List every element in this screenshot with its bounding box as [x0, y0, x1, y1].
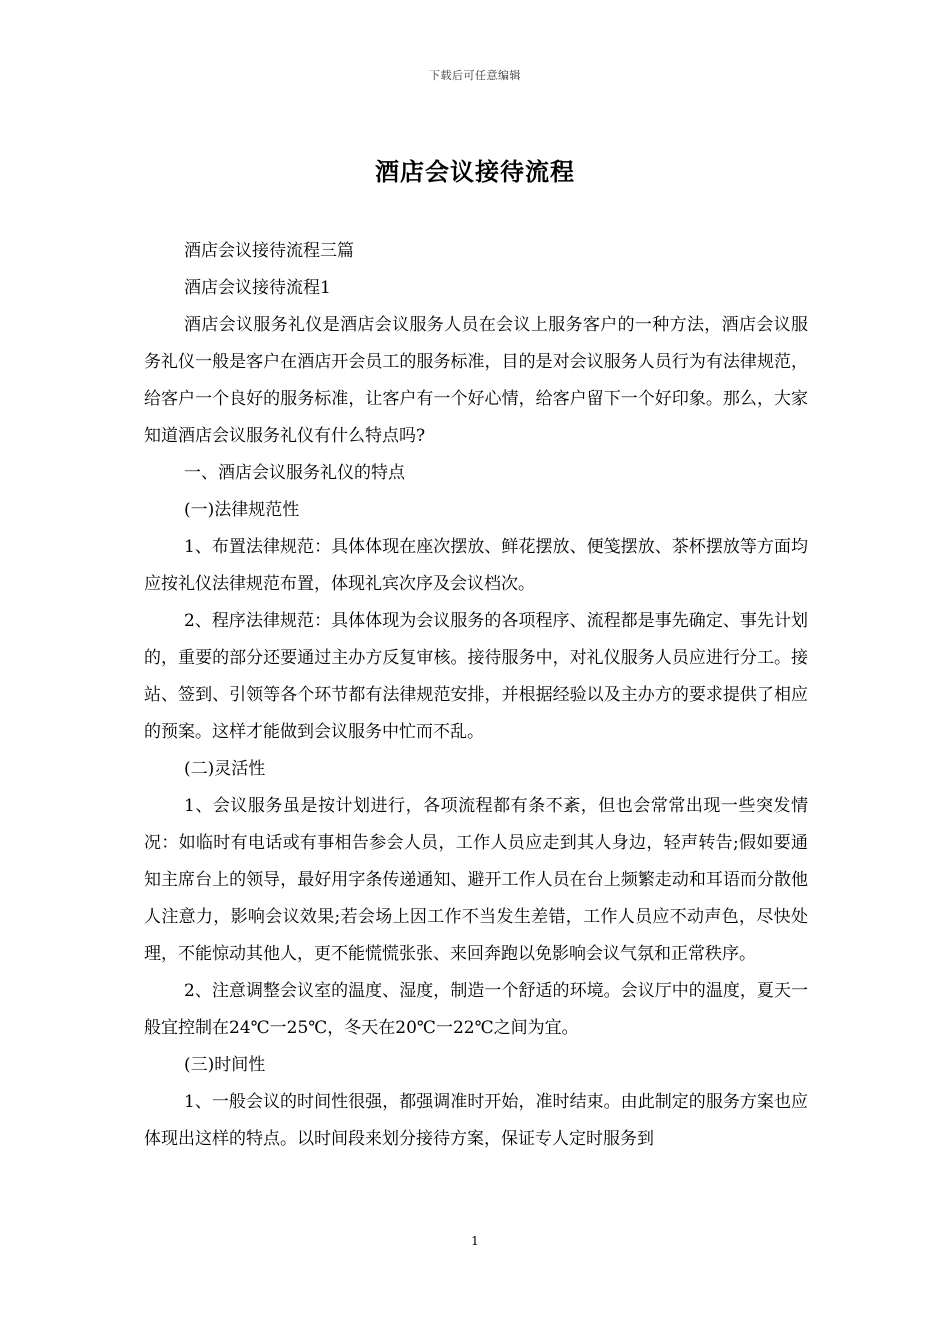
paragraph: (三)时间性	[184, 1055, 266, 1075]
paragraph: (二)灵活性	[184, 759, 266, 779]
paragraph: 1、布置法律规范：具体体现在座次摆放、鲜花摆放、便笺摆放、茶杯摆放等方面均应按礼仪法律规范布置，体现礼宾次序及会议档次。	[144, 537, 808, 594]
paragraph: 一、酒店会议服务礼仪的特点	[184, 463, 405, 483]
paragraph: 2、程序法律规范：具体体现为会议服务的各项程序、流程都是事先确定、事先计划的，重要的部分还要通过主办方反复审核。接待服务中，对礼仪服务人员应进行分工。接站、签到、引领等各个环节都有法律规范安排，并根据经验以及主办方的要求提供了相应的预案。这样才能做到会议服务中忙而不乱。	[144, 611, 808, 742]
document-title: 酒店会议接待流程	[375, 157, 575, 186]
header-note: 下载后可任意编辑	[429, 69, 521, 82]
page-number: 1	[471, 1234, 479, 1248]
paragraph: 酒店会议接待流程1	[184, 278, 331, 298]
paragraph: 2、注意调整会议室的温度、湿度，制造一个舒适的环境。会议厅中的温度，夏天一般宜控制在24℃一25℃，冬天在20℃一22℃之间为宜。	[144, 981, 808, 1038]
paragraph: 1、会议服务虽是按计划进行，各项流程都有条不紊，但也会常常出现一些突发情况：如临时有电话或有事相告参会人员，工作人员应走到其人身边，轻声转告;假如要通知主席台上的领导，最好用字条传递通知、避开工作人员在台上频繁走动和耳语而分散他人注意力，影响会议效果;若会场上因工作不当发生差错，工作人员应不动声色，尽快处理，不能惊动其他人，更不能慌慌张张、来回奔跑以免影响会议气氛和正常秩序。	[144, 796, 808, 964]
paragraph: 1、一般会议的时间性很强，都强调准时开始，准时结束。由此制定的服务方案也应体现出这样的特点。以时间段来划分接待方案，保证专人定时服务到	[144, 1092, 808, 1149]
paragraph: (一)法律规范性	[184, 500, 300, 520]
paragraph: 酒店会议服务礼仪是酒店会议服务人员在会议上服务客户的一种方法，酒店会议服务礼仪一般是客户在酒店开会员工的服务标准，目的是对会议服务人员行为有法律规范，给客户一个良好的服务标准，让客户有一个好心情，给客户留下一个好印象。那么，大家知道酒店会议服务礼仪有什么特点吗?	[144, 315, 808, 446]
document-body	[144, 233, 808, 1158]
paragraph: 酒店会议接待流程三篇	[184, 241, 354, 261]
